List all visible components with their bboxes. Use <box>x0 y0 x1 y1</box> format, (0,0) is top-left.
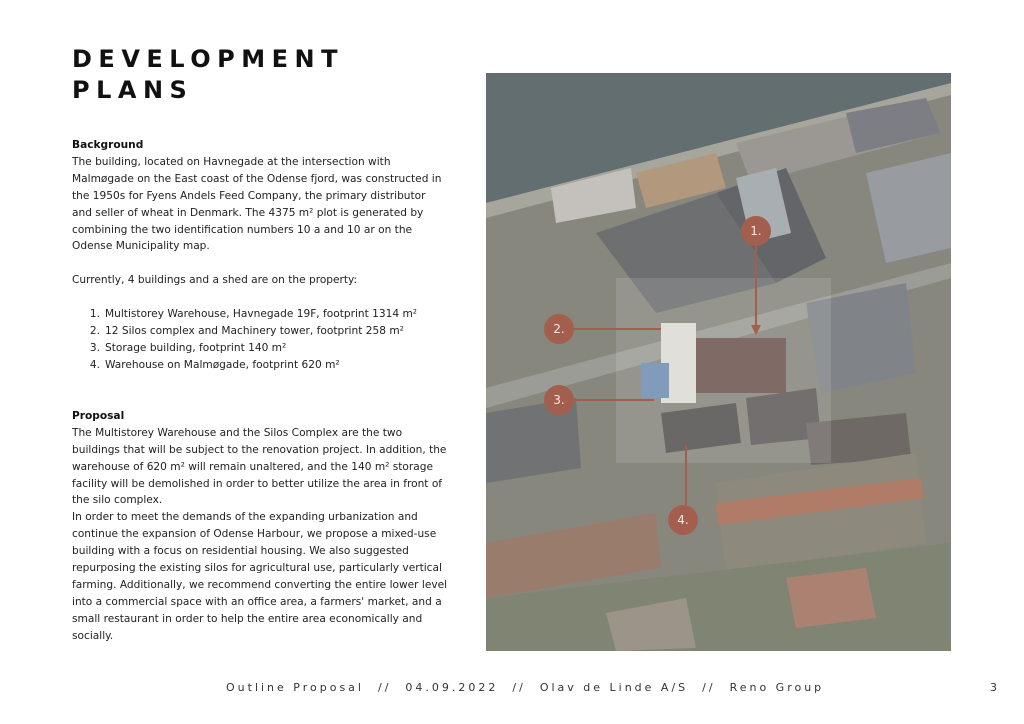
map-marker-1: 1. <box>741 216 771 246</box>
list-text: Storage building, footprint 140 m² <box>105 342 287 355</box>
list-item <box>82 323 448 340</box>
page-title <box>72 44 344 106</box>
list-text: Warehouse on Malmøgade, footprint 620 m² <box>105 358 340 371</box>
footer-doc: Outline Proposal <box>226 681 364 694</box>
map-marker-2: 2. <box>544 314 574 344</box>
page-number: 3 <box>990 681 997 694</box>
title-line-1: DEVELOPMENT <box>72 45 344 73</box>
aerial-photo-drawing <box>486 73 951 651</box>
footer-info <box>226 681 824 694</box>
title-line-2: PLANS <box>72 76 194 104</box>
proposal-paragraph-2: In order to meet the demands of the expanding urbanization and continue the expansion of Odense Harbour, we propose a mixed-use building with a focus on residential housing. We also suggested repurposing the existing silos for agricultural use, particularly vertical farming. Additionally, we recommend converting the entire lower level into a commercial space with an office area, a farmers' market, and a small restaurant in order to help the entire area economically and socially. <box>72 511 448 642</box>
aerial-site-photo <box>486 73 951 651</box>
background-paragraph: The building, located on Havnegade at the intersection with Malmøgade on the East coast of the Odense fjord, was constructed in the 1950s for Fyens Andels Feed Company, the primary distributor and seller of wheat in Denmark. The 4375 m² plot is generated by combining the two identification numbers 10 a and 10 ar on the Odense Municipality map. <box>72 155 442 253</box>
map-marker-3: 3. <box>544 385 574 415</box>
footer-separator: // <box>377 681 392 694</box>
footer-separator: // <box>702 681 716 694</box>
proposal-paragraph-1: The Multistorey Warehouse and the Silos Complex are the two buildings that will be subject to the renovation project. In addition, the warehouse of 620 m² will remain unaltered, and the 140 m² storage facility will be demolished in order to better utilize the area in front of the silo complex. <box>72 426 447 507</box>
list-number: 2. <box>89 325 100 338</box>
proposal-heading: Proposal <box>72 409 125 422</box>
map-marker-4: 4. <box>668 505 698 535</box>
list-text: Multistorey Warehouse, Havnegade 19F, footprint 1314 m² <box>105 308 418 321</box>
list-item <box>82 357 448 374</box>
footer-separator: // <box>512 681 526 694</box>
list-text: 12 Silos complex and Machinery tower, footprint 258 m² <box>105 325 404 338</box>
footer-company: Olav de Linde A/S <box>539 681 689 694</box>
list-number: 3. <box>89 342 100 355</box>
list-item <box>82 340 448 357</box>
background-heading: Background <box>72 139 144 151</box>
footer-group: Reno Group <box>729 681 825 694</box>
list-number: 1. <box>89 308 100 321</box>
list-number: 4. <box>89 358 100 371</box>
text-column <box>72 137 448 645</box>
footer-date: 04.09.2022 <box>405 681 499 694</box>
list-item <box>82 306 448 323</box>
currently-line: Currently, 4 buildings and a shed are on the property: <box>72 274 358 287</box>
building-list <box>72 306 448 374</box>
